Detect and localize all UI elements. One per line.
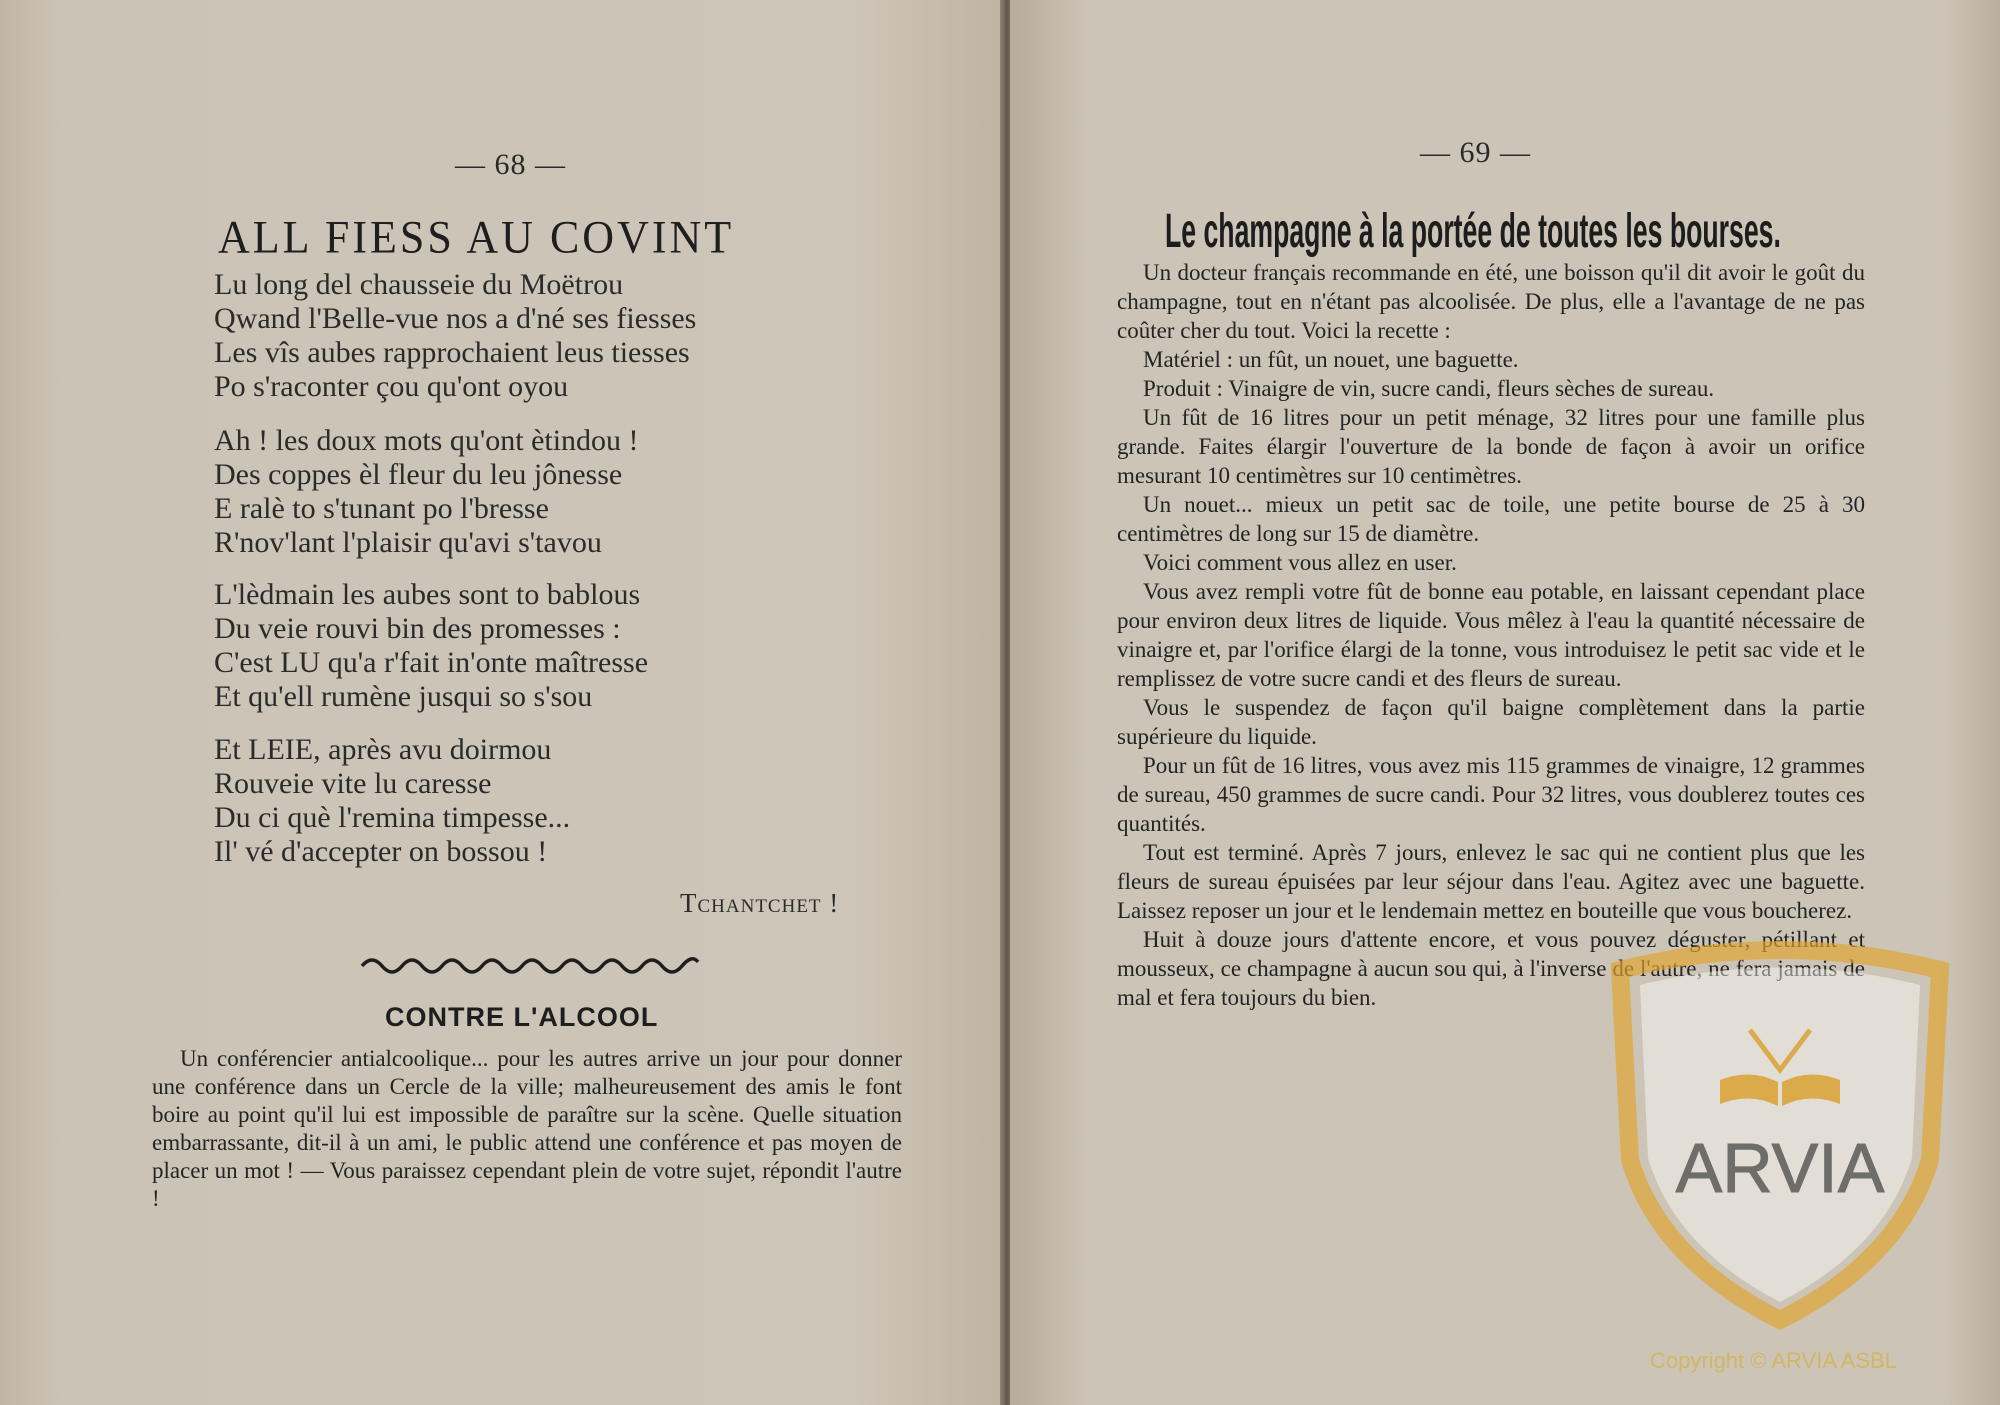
poem-line: Qwand l'Belle-vue nos a d'né ses fiesses — [214, 302, 697, 335]
poem-line: Il' vé d'accepter on bossou ! — [214, 835, 548, 868]
article-paragraph: Vous avez rempli votre fût de bonne eau potable, en laissant cependant place pour environ deux litres de liquide. Vous mêlez à l'eau la quantité nécessaire de vinaigre et, par l'orifice élargi de la tonne, vous introduisez le petit sac vide et le remplissez de votre sucre candi et des fleurs de sureau. — [1117, 579, 1865, 691]
logo-text: ARVIA — [1675, 1129, 1885, 1207]
section-text — [152, 1045, 902, 1213]
section-paragraph: Un conférencier antialcoolique... pour les autres arrive un jour pour donner une conférence dans un Cercle de la ville; malheureusement des amis le font boire au point qu'il lui est impossible de paraître sur la scène. Quelle situation embarrassante, dit-il à un ami, le public attend une conférence et pas moyen de placer un mot ! — Vous paraissez cependant plein de votre sujet, répondit l'autre ! — [152, 1046, 902, 1211]
stanza-1 — [214, 268, 914, 404]
stanza-3 — [214, 578, 914, 714]
poem-line: Du veie rouvi bin des promesses : — [214, 612, 621, 645]
article-paragraph: Un fût de 16 litres pour un petit ménage, 32 litres pour une famille plus grande. Faites élargir l'ouverture de la bonde de façon à avoir un orifice mesurant 10 centimètres sur 10 centimètres. — [1117, 405, 1865, 488]
poem-line: Des coppes èl fleur du leu jônesse — [214, 458, 623, 491]
poem-line: Rouveie vite lu caresse — [214, 767, 492, 800]
article-paragraph: Un nouet... mieux un petit sac de toile, une petite bourse de 25 à 30 centimètres de long sur 15 de diamètre. — [1117, 492, 1865, 546]
article-body — [1117, 258, 1865, 1012]
poem-line: Ah ! les doux mots qu'ont ètindou ! — [214, 424, 639, 457]
section-title: CONTRE L'ALCOOL — [385, 1002, 659, 1032]
poem-line: E ralè to s'tunant po l'bresse — [214, 492, 549, 525]
signature: Tchantchet ! — [680, 888, 840, 918]
poem-line: L'lèdmain les aubes sont to bablous — [214, 578, 641, 611]
stanza-4 — [214, 733, 914, 869]
poem-line: R'nov'lant l'plaisir qu'avi s'tavou — [214, 526, 602, 559]
poem-line: Lu long del chausseie du Moëtrou — [214, 268, 624, 301]
wavy-divider — [360, 952, 700, 978]
poem-title: ALL FIESS AU COVINT — [218, 211, 735, 264]
poem-line: Et LEIE, après avu doirmou — [214, 733, 552, 766]
article-paragraph: Matériel : un fût, un nouet, une baguette. — [1143, 347, 1519, 372]
article-paragraph: Voici comment vous allez en user. — [1143, 550, 1457, 575]
article-title: Le champagne à la portée de toutes les bourses. — [1165, 204, 1781, 258]
page-number-left: — 68 — — [455, 148, 566, 181]
article-paragraph: Produit : Vinaigre de vin, sucre candi, fleurs sèches de sureau. — [1143, 376, 1715, 401]
poem-line: Et qu'ell rumène jusqui so s'sou — [214, 680, 593, 713]
article-paragraph: Pour un fût de 16 litres, vous avez mis 115 grammes de vinaigre, 12 grammes de sureau, 450 grammes de sucre candi. Pour 32 litres, vous doublerez toutes ces quantités. — [1117, 753, 1865, 836]
article-paragraph: Vous le suspendez de façon qu'il baigne complètement dans la partie supérieure du liquide. — [1117, 695, 1865, 749]
article-paragraph: Un docteur français recommande en été, une boisson qu'il dit avoir le goût du champagne, tout en n'étant pas alcoolisée. De plus, elle a l'avantage de ne pas coûter cher du tout. Voici la recette : — [1117, 260, 1865, 343]
page-number-right: — 69 — — [1420, 136, 1531, 169]
arvia-watermark-logo — [1600, 930, 1960, 1330]
stanza-2 — [214, 424, 914, 560]
poem-line: Du ci què l'remina timpesse... — [214, 801, 571, 834]
article-paragraph: Tout est terminé. Après 7 jours, enlevez le sac qui ne contient plus que les fleurs de sureau épuisées par leur séjour dans l'eau. Agitez avec une baguette. Laissez reposer un jour et le lendemain mettez en bouteille que vous boucherez. — [1117, 840, 1865, 923]
copyright-notice: Copyright © ARVIA ASBL — [1650, 1348, 1897, 1373]
poem-line: Po s'raconter çou qu'ont oyou — [214, 370, 569, 403]
poem-line: Les vîs aubes rapprochaient leus tiesses — [214, 336, 690, 369]
article-paragraph: Huit à douze jours d'attente encore, et vous pouvez déguster, pétillant et mousseux, ce champagne à aucun sou qui, à l'inverse de l'autre, ne fera jamais de mal et fera toujours du bien. — [1117, 927, 1865, 1010]
poem-line: C'est LU qu'a r'fait in'onte maîtresse — [214, 646, 649, 679]
